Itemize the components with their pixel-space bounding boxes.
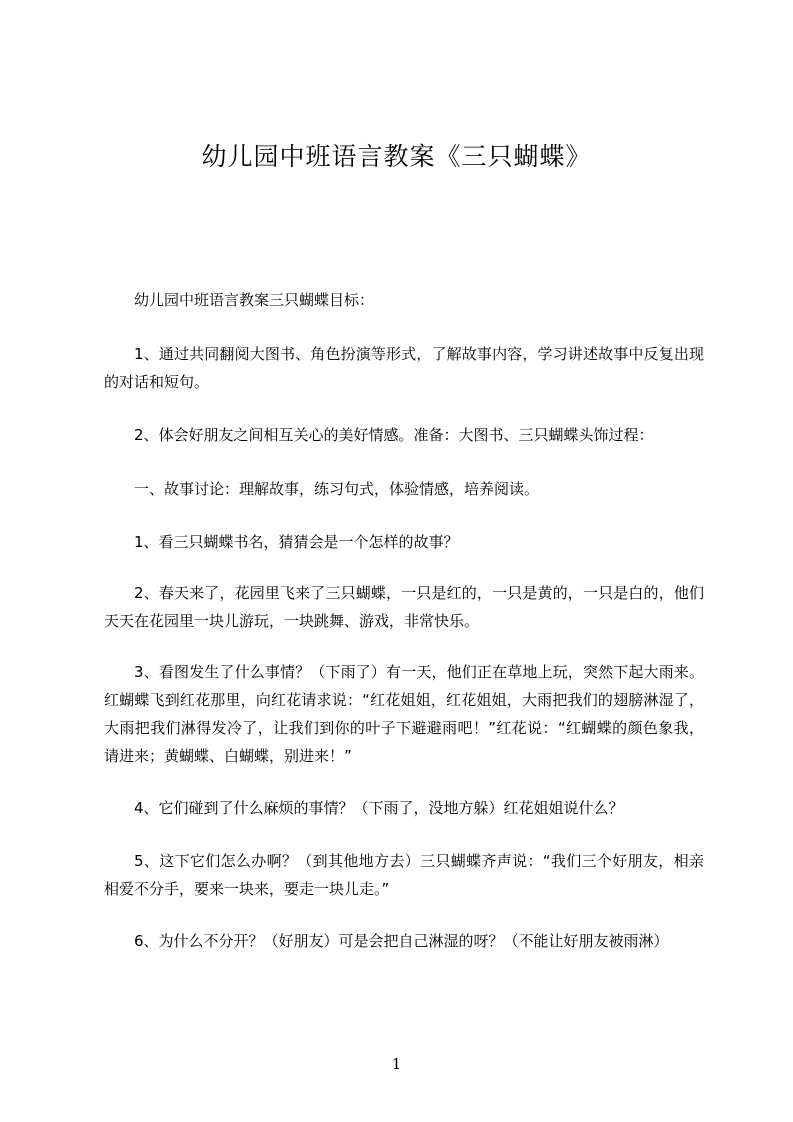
paragraph-section-1-heading: 一、故事讨论：理解故事，练习句式，体验情感，培养阅读。: [134, 480, 540, 498]
document-title: 幼儿园中班语言教案《三只蝴蝶》: [201, 142, 592, 171]
paragraph-step-2: 2、春天来了，花园里飞来了三只蝴蝶，一只是红的，一只是黄的，一只是白的，他们天天在花园里一块儿游玩，一块跳舞、游戏，非常快乐。: [104, 584, 704, 630]
page-number: 1: [391, 1055, 402, 1073]
paragraph-step-5: 5、这下它们怎么办啊？（到其他地方去）三只蝴蝶齐声说：“我们三个好朋友，相亲相爱不分手，要来一块来，要走一块儿走。”: [104, 852, 704, 898]
paragraph-goals-heading: 幼儿园中班语言教案三只蝴蝶目标：: [134, 291, 375, 309]
paragraph-step-4: 4、它们碰到了什么麻烦的事情？（下雨了，没地方躲）红花姐姐说什么？: [134, 799, 624, 817]
paragraph-goal-1: 1、通过共同翻阅大图书、角色扮演等形式，了解故事内容，学习讲述故事中反复出现的对话和短句。: [104, 345, 704, 391]
paragraph-step-3: 3、看图发生了什么事情？（下雨了）有一天，他们正在草地上玩，突然下起大雨来。红蝴蝶飞到红花那里，向红花请求说：“红花姐姐，红花姐姐，大雨把我们的翅膀淋湿了，大雨把我们淋得发冷了，让我们到你的叶子下避避雨吧！”红花说：“红蝴蝶的颜色象我，请进来；黄蝴蝶、白蝴蝶，别进来！”: [104, 663, 704, 765]
paragraph-step-6: 6、为什么不分开？（好朋友）可是会把自己淋湿的呀？（不能让好朋友被雨淋）: [134, 932, 669, 950]
paragraph-goal-2-preparation: 2、体会好朋友之间相互关心的美好情感。准备：大图书、三只蝴蝶头饰过程：: [134, 426, 654, 444]
paragraph-step-1: 1、看三只蝴蝶书名，猜猜会是一个怎样的故事？: [134, 533, 459, 551]
